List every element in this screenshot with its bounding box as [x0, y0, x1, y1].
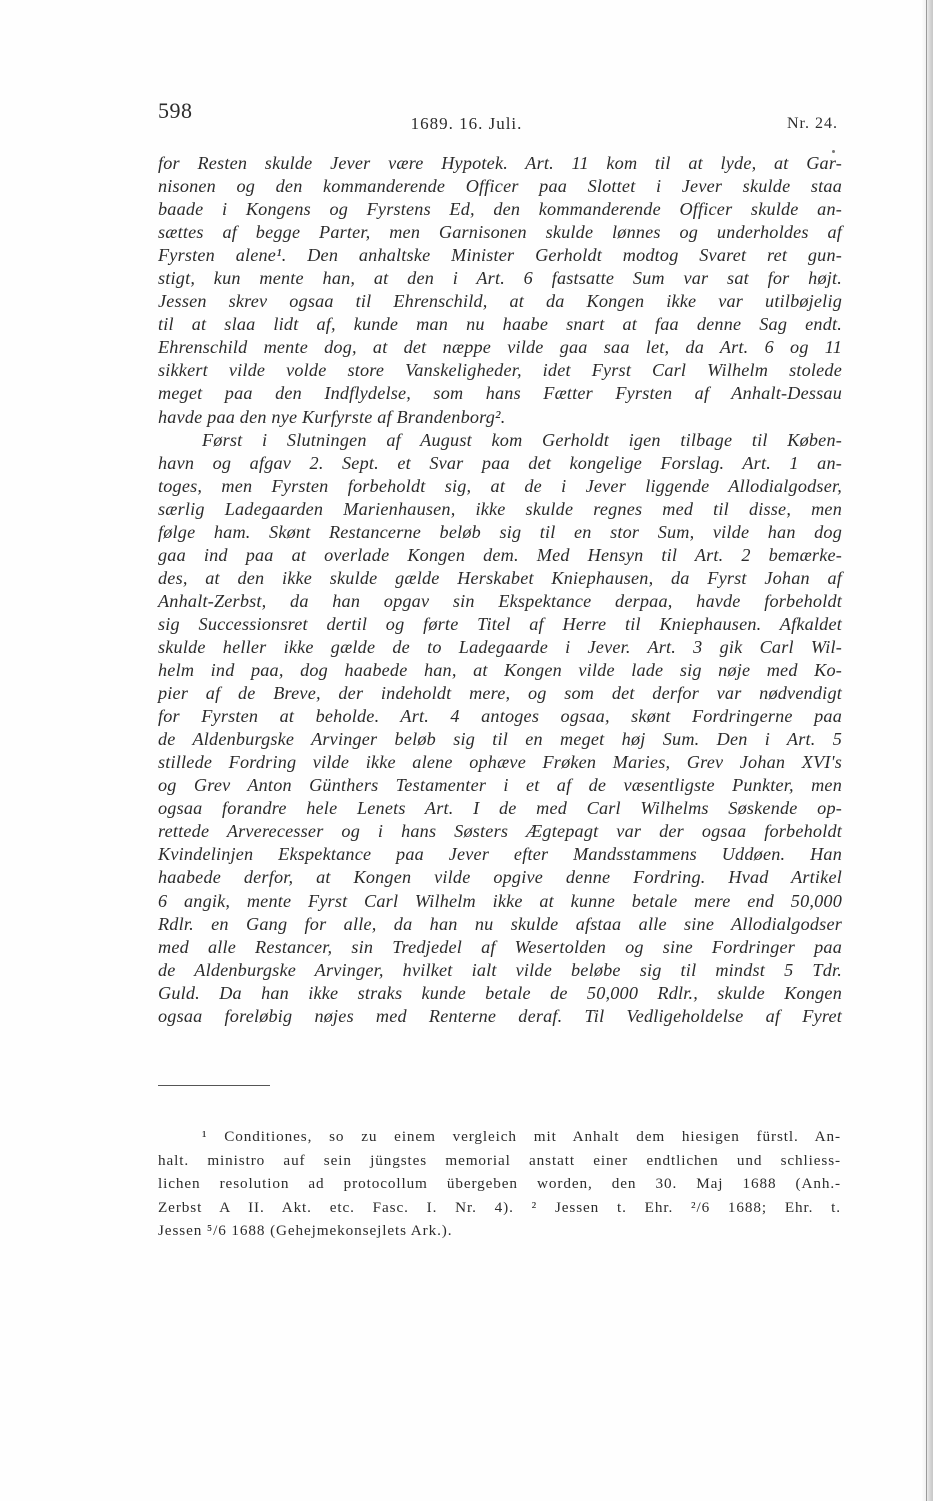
text-line: sikkert vilde volde store Vanskeligheder, idet Fyrst Carl Wilhelm stolede — [158, 360, 842, 381]
text-line: haabede derfor, at Kongen vilde opgive denne Fordring. Hvad Artikel — [158, 867, 842, 888]
text-line: baade i Kongens og Fyrstens Ed, den kommanderende Officer skulde an- — [158, 199, 842, 220]
text-line: gaa ind paa at overlade Kongen dem. Med Hensyn til Art. 2 bemærke- — [158, 544, 842, 565]
text-line: Først i Slutningen af August kom Gerholdt igen tilbage til Køben- — [202, 429, 842, 450]
text-line: sættes af begge Parter, men Garnisonen skulde lønnes og underholdes af — [158, 222, 842, 243]
text-line: for Fyrsten at beholde. Art. 4 antoges ogsaa, skønt Fordringerne paa — [158, 706, 842, 727]
text-line: Anhalt-Zerbst, da han opgav sin Ekspektance derpaa, havde forbeholdt — [158, 590, 842, 611]
page-edge-line — [926, 0, 927, 1501]
text-line: særlig Ladegaarden Marienhausen, ikke skulde regnes med til disse, men — [158, 498, 842, 519]
text-line: ogsaa forandre hele Lenets Art. I de med Carl Wilhelms Søskende op- — [158, 798, 842, 819]
text-line: rettede Arverecesser og i hans Søsters Ægtepagt var der ogsaa forbeholdt — [158, 821, 842, 842]
text-line: stillede Fordring vilde ikke alene ophæve Frøken Maries, Grev Johan XVI's — [158, 752, 842, 773]
text-line: pier af de Breve, der indeholdt mere, og som det derfor var nødvendigt — [158, 683, 842, 704]
footnote-line: ¹ Conditiones, so zu einem vergleich mit Anhalt dem hiesigen fürstl. An- — [202, 1128, 841, 1145]
footnote-line: halt. ministro auf sein jüngstes memorial anstatt einer endtlichen und schliess- — [158, 1151, 841, 1169]
text-line: Rdlr. en Gang for alle, da han nu skulde afstaa alle sine Allodialgodser — [158, 913, 842, 934]
text-line: des, at den ikke skulde gælde Herskabet Kniephausen, da Fyrst Johan af — [158, 567, 842, 588]
text-line: og Grev Anton Günthers Testamenter i et af de væsentligste Punkter, men — [158, 775, 842, 796]
text-line: havde paa den nye Kurfyrste af Brandenborg². — [158, 406, 506, 427]
text-line: Guld. Da han ikke straks kunde betale de 50,000 Rdlr., skulde Kongen — [158, 982, 842, 1003]
text-line: 6 angik, mente Fyrst Carl Wilhelm ikke at kunne betale mere end 50,000 — [158, 890, 842, 911]
text-line: for Resten skulde Jever være Hypotek. Art. 11 kom til at lyde, at Gar- — [158, 153, 842, 173]
text-line: de Aldenburgske Arvinger beløb sig til en meget høj Sum. Den i Art. 5 — [158, 729, 842, 750]
text-line: Jessen skrev ogsaa til Ehrenschild, at da Kongen ikke var utilbøjelig — [158, 291, 842, 312]
page-number: 598 — [158, 98, 193, 123]
footnote-line: lichen resolution ad protocollum übergeben worden, den 30. Maj 1688 (Anh.- — [158, 1175, 841, 1193]
footnote-line: Jessen ⁵/6 1688 (Gehejmekonsejlets Ark.). — [158, 1222, 453, 1240]
text-line: sig Successionsret dertil og førte Titel af Herre til Kniephausen. Afkaldet — [158, 613, 842, 634]
text-line: nisonen og den kommanderende Officer paa Slottet i Jever skulde staa — [158, 176, 842, 197]
text-line: skulde heller ikke gælde de to Ladegaarde i Jever. Art. 3 gik Carl Wil- — [158, 636, 842, 657]
text-line: Fyrsten alene¹. Den anhaltske Minister Gerholdt modtog Svaret ret gun- — [158, 245, 842, 266]
footnote-divider — [158, 1085, 270, 1086]
document-number: Nr. 24. — [787, 115, 838, 132]
text-line: de Aldenburgske Arvinger, hvilket ialt vilde beløbe sig til mindst 5 Tdr. — [158, 959, 842, 980]
text-line: meget paa den Indflydelse, som hans Fætter Fyrsten af Anhalt-Dessau — [158, 383, 842, 404]
text-line: med alle Restancer, sin Tredjedel af Wesertolden og sine Fordringer paa — [158, 936, 842, 957]
footnote-line: Zerbst A II. Akt. etc. Fasc. I. Nr. 4). ² Jessen t. Ehr. ²/6 1688; Ehr. t. — [158, 1198, 841, 1216]
text-line: til at slaa lidt af, kunde man nu haabe snart at faa denne Sag endt. — [158, 314, 842, 335]
page-edge-shadow — [921, 0, 933, 1501]
text-line: havn og afgav 2. Sept. et Svar paa det kongelige Forslag. Art. 1 an- — [158, 452, 842, 473]
text-line: helm ind paa, dog haabede han, at Kongen vilde lade sig nøje med Ko- — [158, 660, 842, 681]
text-line: Ehrenschild mente dog, at det næppe vilde gaa saa let, da Art. 6 og 11 — [158, 337, 842, 358]
running-header-date: 1689. 16. Juli. — [410, 114, 523, 133]
text-line: følge ham. Skønt Restancerne beløb sig til en stor Sum, vilde han dog — [158, 521, 842, 542]
body-text — [158, 152, 842, 1028]
footnotes — [158, 1125, 841, 1243]
text-line: toges, men Fyrsten forbeholdt sig, at de i Jever liggende Allodialgodser, — [158, 475, 842, 496]
text-line: ogsaa foreløbig nøjes med Renterne deraf. Til Vedligeholdelse af Fyret — [158, 1005, 842, 1026]
text-line: stigt, kun mente han, at den i Art. 6 fastsatte Sum var sat for højt. — [158, 268, 842, 289]
text-line: Kvindelinjen Ekspektance paa Jever efter Mandsstammens Uddøen. Han — [158, 844, 842, 865]
